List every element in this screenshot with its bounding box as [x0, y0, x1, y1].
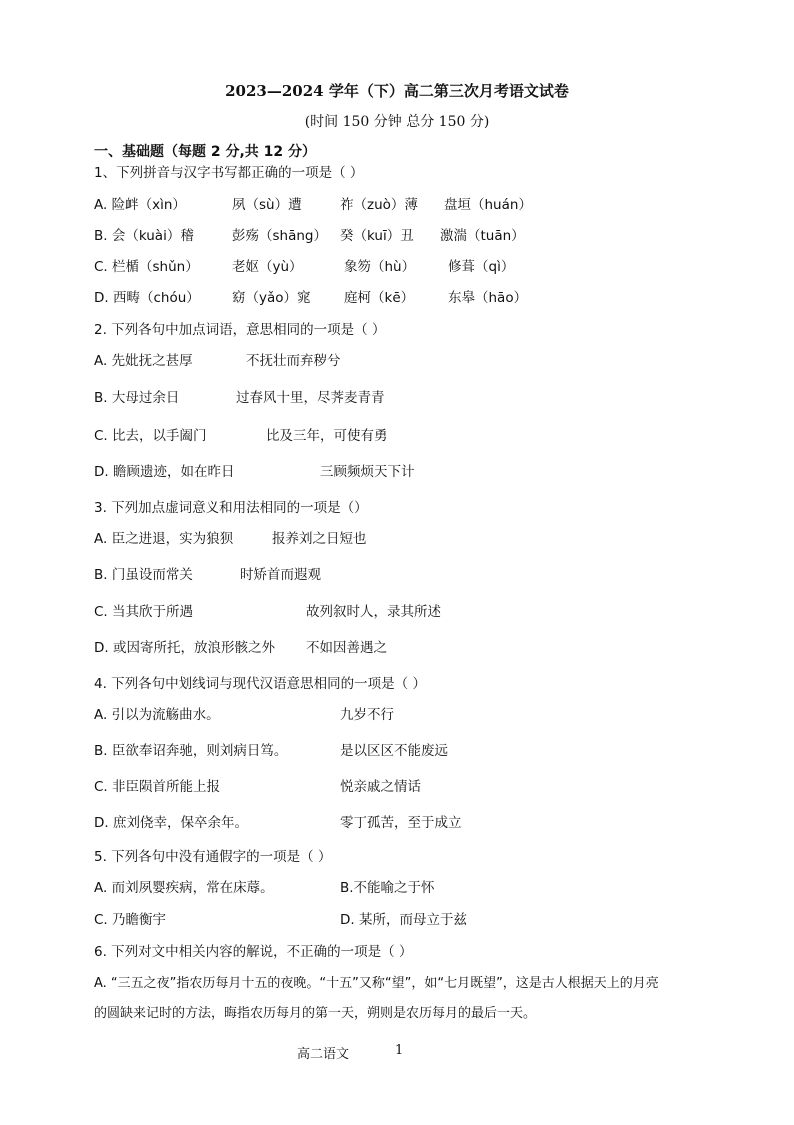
q5-option-a: A. 而刘夙婴疾病，常在床蓐。: [94, 880, 274, 896]
q3-d-sentence-2: 不如因善遇之: [306, 640, 387, 656]
q1-a-word-3: 祚（zuò）薄: [340, 197, 418, 213]
exam-subtitle: (时间 150 分钟 总分 150 分): [304, 114, 490, 130]
q1-a-word-2: 夙（sù）遭: [232, 197, 302, 213]
q1-b-word-4: 激湍（tuān）: [440, 228, 525, 244]
question-4-option-d: [94, 813, 714, 833]
question-5-stem: 5. 下列各句中没有通假字的一项是（ ）: [94, 849, 332, 865]
question-5-option-row-2: [94, 910, 714, 930]
q4-c-sentence-2: 悦亲戚之情话: [340, 779, 421, 795]
q4-d-sentence-1: D. 庶刘侥幸，保卒余年。: [94, 815, 248, 831]
q1-a-word-1: A. 险衅（xìn）: [94, 197, 186, 213]
q3-c-sentence-2: 故列叙时人，录其所述: [306, 604, 441, 620]
question-1-option-c: [94, 257, 714, 277]
exam-title: 2023—2024 学年（下）高二第三次月考语文试卷: [225, 82, 569, 100]
q5-option-b: B.不能喻之于怀: [340, 880, 435, 896]
q4-a-sentence-1: A. 引以为流觞曲水。: [94, 707, 220, 723]
q1-c-word-3: 象笏（hù）: [344, 259, 416, 275]
question-2-option-b: [94, 388, 714, 408]
q3-c-sentence-1: C. 当其欣于所遇: [94, 604, 194, 620]
question-6-option-a-line-1: A. “三五之夜”指农历每月十五的夜晚。“十五”又称“望”，如“七月既望”，这是古人根据天上的月亮: [94, 976, 659, 991]
question-4-option-b: [94, 741, 714, 761]
q4-b-sentence-2: 是以区区不能废远: [340, 743, 448, 759]
q1-d-word-4: 东皋（hāo）: [448, 290, 528, 306]
question-1-option-b: [94, 226, 714, 246]
q4-a-sentence-2: 九岁不行: [340, 707, 394, 723]
question-1-stem: 1、下列拼音与汉字书写都正确的一项是（ ）: [94, 165, 364, 181]
question-3-option-b: [94, 565, 714, 585]
q3-b-sentence-1: B. 门虽设而常关: [94, 567, 193, 583]
q3-b-sentence-2: 时矫首而遐观: [240, 567, 321, 583]
question-6-option-a-line-2: 的圆缺来记时的方法，晦指农历每月的第一天，朔则是农历每月的最后一天。: [94, 1006, 537, 1021]
q3-a-sentence-2: 报养刘之日短也: [272, 531, 367, 547]
question-4-option-c: [94, 777, 714, 797]
q3-a-sentence-1: A. 臣之进退，实为狼狈: [94, 531, 234, 547]
question-3-option-a: [94, 529, 714, 549]
q1-d-word-3: 庭柯（kē）: [344, 290, 415, 306]
q2-d-sentence-1: D. 瞻顾遗迹，如在昨日: [94, 464, 235, 480]
question-3-option-d: [94, 638, 714, 658]
q1-c-word-4: 修葺（qì）: [448, 259, 515, 275]
q1-d-word-1: D. 西畴（chóu）: [94, 290, 200, 306]
question-2-stem: 2. 下列各句中加点词语，意思相同的一项是（ ）: [94, 322, 386, 338]
q2-b-sentence-1: B. 大母过余日: [94, 390, 180, 406]
q2-a-sentence-2: 不抚壮而弃秽兮: [246, 353, 341, 369]
q4-d-sentence-2: 零丁孤苦，至于成立: [340, 815, 462, 831]
footer-subject: 高二语文: [297, 1047, 350, 1062]
question-2-option-d: [94, 462, 714, 482]
question-5-option-row-1: [94, 878, 714, 898]
question-1-option-a: [94, 195, 714, 215]
q2-c-sentence-2: 比及三年，可使有勇: [266, 428, 388, 444]
question-3-option-c: [94, 602, 714, 622]
q1-c-word-2: 老妪（yù）: [232, 259, 303, 275]
question-4-option-a: [94, 705, 714, 725]
footer-page-number: 1: [395, 1043, 404, 1058]
q4-c-sentence-1: C. 非臣陨首所能上报: [94, 779, 221, 795]
q2-c-sentence-1: C. 比去，以手阖门: [94, 428, 207, 444]
section-heading: 一、基础题（每题 2 分,共 12 分）: [94, 144, 317, 160]
q3-d-sentence-1: D. 或因寄所托，放浪形骸之外: [94, 640, 275, 656]
question-2-option-c: [94, 426, 714, 446]
question-4-stem: 4. 下列各句中划线词与现代汉语意思相同的一项是（ ）: [94, 676, 426, 692]
q1-b-word-1: B. 会（kuài）稽: [94, 228, 194, 244]
q1-b-word-2: 彭殇（shāng）: [232, 228, 327, 244]
question-3-stem: 3. 下列加点虚词意义和用法相同的一项是（）: [94, 500, 368, 516]
q2-a-sentence-1: A. 先妣抚之甚厚: [94, 353, 193, 369]
q4-b-sentence-1: B. 臣欲奉诏奔驰，则刘病日笃。: [94, 743, 288, 759]
q5-option-c: C. 乃瞻衡宇: [94, 912, 167, 928]
q1-a-word-4: 盘垣（huán）: [444, 197, 532, 213]
q1-d-word-2: 窈（yǎo）窕: [232, 290, 311, 306]
question-1-option-d: [94, 288, 714, 308]
question-2-option-a: [94, 351, 714, 371]
q2-b-sentence-2: 过春风十里，尽荠麦青青: [236, 390, 385, 406]
q2-d-sentence-2: 三顾频烦天下计: [320, 464, 415, 480]
q1-c-word-1: C. 栏楯（shǔn）: [94, 259, 199, 275]
q1-b-word-3: 癸（kuī）丑: [340, 228, 414, 244]
q5-option-d: D. 某所，而母立于兹: [340, 912, 467, 928]
question-6-stem: 6. 下列对文中相关内容的解说，不正确的一项是（ ）: [94, 944, 413, 960]
